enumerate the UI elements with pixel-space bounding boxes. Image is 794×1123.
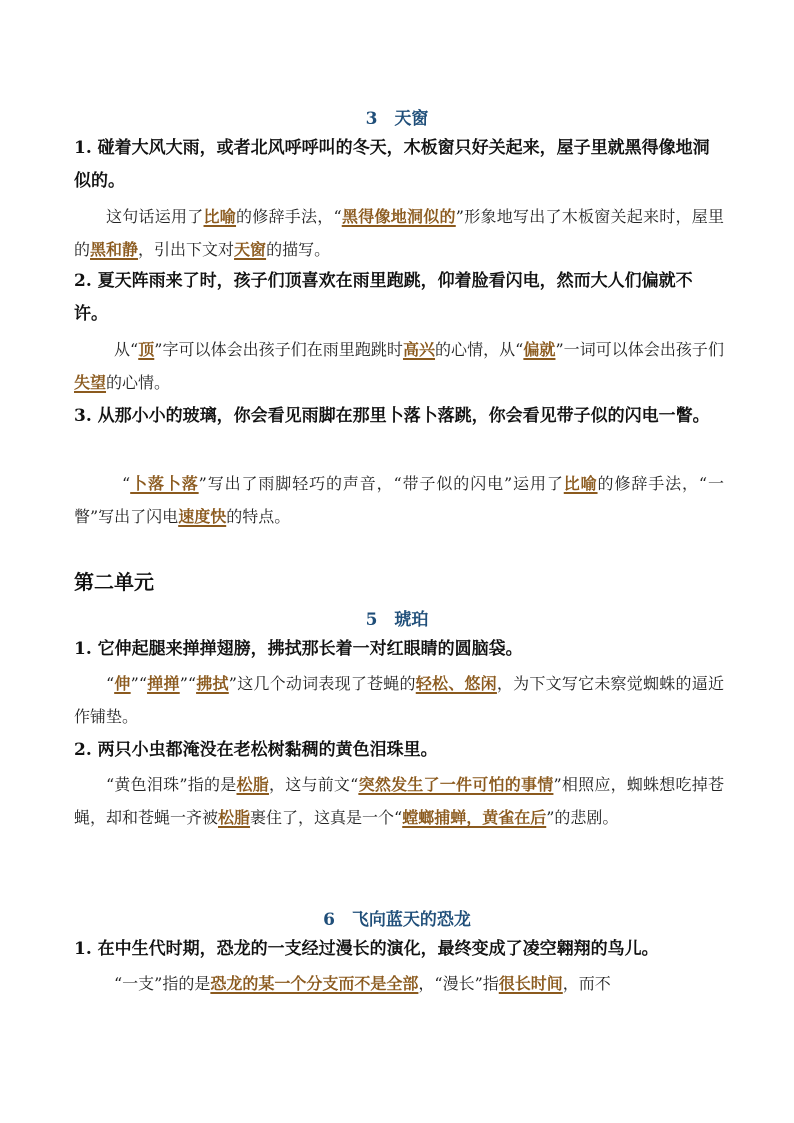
lesson-3-title: 3 天窗 <box>365 109 429 129</box>
lesson-3-question-1: 1. 碰着大风大雨，或者北风呼呼叫的冬天，木板窗只好关起来，屋子里就黑得像地洞似的。 <box>74 138 710 191</box>
lesson-5-question-2: 2. 两只小虫都淹没在老松树黏稠的黄色泪珠里。 <box>74 740 438 760</box>
keyword: 黑得像地洞似的 <box>341 207 456 226</box>
lesson-6-question-1: 1. 在中生代时期，恐龙的一支经过漫长的演化，最终变成了凌空翱翔的鸟儿。 <box>74 939 659 959</box>
keyword: 速度快 <box>178 507 227 526</box>
lesson-5-answer-2: “黄色泪珠”指的是松脂，这与前文“突然发生了一件可怕的事情”相照应，蜘蛛想吃掉苍蝇，却和苍蝇一齐被松脂裹住了，这真是一个“螳螂捕蝉，黄雀在后”的悲剧。 <box>74 775 724 827</box>
lesson-5-title: 5 琥珀 <box>365 610 429 630</box>
keyword: 掸掸 <box>147 674 180 693</box>
keyword: 恐龙的某一个分支而不是全部 <box>210 974 419 993</box>
keyword: 松脂 <box>218 808 251 827</box>
keyword: 比喻 <box>203 207 237 226</box>
keyword: 顶 <box>138 340 155 359</box>
lesson-6-answer-1: “一支”指的是恐龙的某一个分支而不是全部，“漫长”指很长时间，而不 <box>114 974 611 993</box>
keyword: 突然发生了一件可怕的事情 <box>358 775 554 794</box>
lesson-3-answer-3: “卜落卜落”写出了雨脚轻巧的声音，“带子似的闪电”运用了比喻的修辞手法，“一瞥”写出了闪电速度快的特点。 <box>74 474 724 526</box>
keyword: 拂拭 <box>196 674 229 693</box>
keyword: 螳螂捕蝉，黄雀在后 <box>402 808 547 827</box>
unit-2-heading: 第二单元 <box>74 570 154 594</box>
keyword: 失望 <box>74 373 107 392</box>
lesson-5-answer-1: “伸”“掸掸”“拂拭”这几个动词表现了苍蝇的轻松、悠闲，为下文写它未察觉蜘蛛的逼近作铺垫。 <box>74 674 724 726</box>
keyword: 比喻 <box>563 474 598 493</box>
keyword: 卜落卜落 <box>130 474 199 493</box>
lesson-5-question-1: 1. 它伸起腿来掸掸翅膀，拂拭那长着一对红眼睛的圆脑袋。 <box>74 639 523 659</box>
keyword: 高兴 <box>402 340 436 359</box>
keyword: 黑和静 <box>90 240 139 259</box>
lesson-3-question-3: 3. 从那小小的玻璃，你会看见雨脚在那里卜落卜落跳，你会看见带子似的闪电一瞥。 <box>74 406 710 426</box>
keyword: 伸 <box>114 674 131 693</box>
lesson-6-title: 6 飞向蓝天的恐龙 <box>323 910 471 930</box>
lesson-3-answer-2: 从“顶”字可以体会出孩子们在雨里跑跳时高兴的心情，从“偏就”一词可以体会出孩子们失望的心情。 <box>74 340 724 392</box>
keyword: 很长时间 <box>498 974 563 993</box>
keyword: 偏就 <box>523 340 556 359</box>
keyword: 松脂 <box>236 775 269 794</box>
keyword: 轻松、悠闲 <box>415 674 497 693</box>
lesson-3-answer-1: 这句话运用了比喻的修辞手法，“黑得像地洞似的”形象地写出了木板窗关起来时，屋里的黑和静，引出下文对天窗的描写。 <box>74 207 724 259</box>
keyword: 天窗 <box>234 240 267 259</box>
lesson-3-question-2: 2. 夏天阵雨来了时，孩子们顶喜欢在雨里跑跳，仰着脸看闪电，然而大人们偏就不许。 <box>74 271 693 324</box>
